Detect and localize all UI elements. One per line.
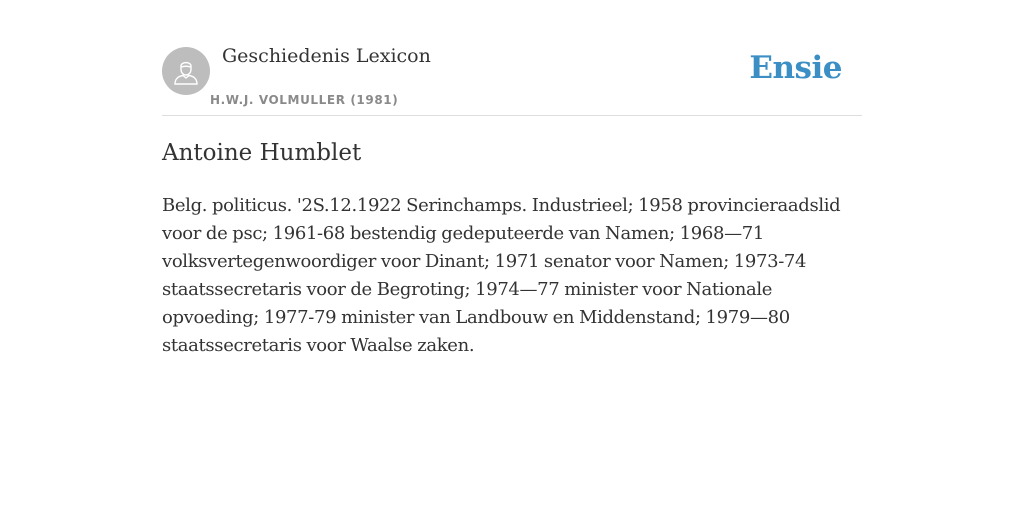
entry-card xyxy=(162,0,862,356)
author-label[interactable]: H.W.J. VOLMULLER (1981) xyxy=(210,93,399,107)
entry-title: Antoine Humblet xyxy=(162,140,362,166)
avatar[interactable] xyxy=(162,47,210,95)
entry-body: Belg. politicus. '2S.12.1922 Serinchamps. Industrieel; 1958 provincieraadslid voor de psc; 1961-68 bestendig gedeputeerde van Namen; 1968—71 volksvertegenwoordiger voor Dinant; 1971 senator voor Namen; 1973-74 staatssecretaris voor de Begroting; 1974—77 minister voor Nationale opvoeding; 1977-79 minister van Landbouw en Middenstand; 1979—80 staatssecretaris voor Waalse zaken. xyxy=(162,195,841,356)
lexicon-title[interactable]: Geschiedenis Lexicon xyxy=(222,45,431,67)
user-icon xyxy=(171,56,201,86)
header xyxy=(162,0,862,116)
ensie-logo[interactable]: Ensie xyxy=(749,50,842,86)
